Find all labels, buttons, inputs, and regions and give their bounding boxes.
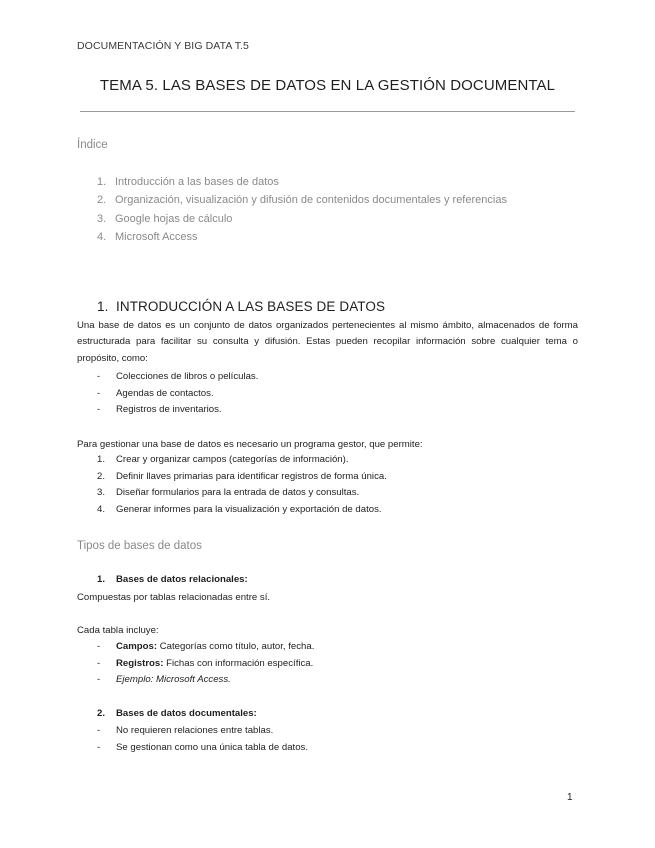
intro-paragraph: Una base de datos es un conjunto de datos organizados pertenecientes al mismo ámbito, almacenados de forma estructurada para facilitar su consulta y difusión. Estas pueden recopilar información sobre cualquier tema o propósito, como:	[77, 320, 578, 364]
toc-item[interactable]: 2. Organización, visualización y difusión de contenidos documentales y referencias	[97, 194, 507, 207]
list-item: - Ejemplo: Microsoft Access.	[97, 674, 231, 686]
toc-item-label: Microsoft Access	[115, 231, 198, 244]
examples-list	[97, 369, 258, 419]
manager-intro: Para gestionar una base de datos es necesario un programa gestor, que permite:	[77, 439, 423, 450]
list-item: - Colecciones de libros o películas.	[97, 371, 259, 382]
list-item: - Registros de inventarios.	[97, 404, 222, 416]
toc-item-label: Google hojas de cálculo	[115, 212, 233, 225]
list-item: 1. Crear y organizar campos (categorías de información).	[97, 454, 349, 465]
list-item: - Campos: Categorías como título, autor, fecha.	[97, 641, 315, 652]
list-item: - Registros: Fichas con información específica.	[97, 657, 314, 669]
index-heading: Índice	[77, 139, 108, 151]
list-item: - No requieren relaciones entre tablas.	[97, 725, 274, 736]
toc-item[interactable]: 3. Google hojas de cálculo	[97, 212, 233, 225]
toc-item-label: Introducción a las bases de datos	[115, 176, 279, 188]
table-intro: Cada tabla incluye:	[77, 625, 159, 636]
relational-heading: 1. Bases de datos relacionales:	[97, 574, 248, 585]
documental-heading: 2. Bases de datos documentales:	[97, 708, 257, 719]
title-divider	[80, 111, 575, 112]
toc-item[interactable]: 1. Introducción a las bases de datos	[97, 176, 279, 188]
list-item: - Agendas de contactos.	[97, 387, 214, 399]
documental-list	[97, 723, 308, 756]
list-item: 3. Diseñar formularios para la entrada de datos y consultas.	[97, 487, 360, 499]
toc-item-label: Organización, visualización y difusión de contenidos documentales y referencias	[115, 194, 507, 207]
list-item: 2. Definir llaves primarias para identificar registros de forma única.	[97, 470, 387, 482]
toc-item[interactable]: 4. Microsoft Access	[97, 231, 198, 244]
types-heading: Tipos de bases de datos	[77, 540, 202, 552]
table-contents-list	[97, 639, 314, 689]
list-item: - Se gestionan como una única tabla de datos.	[97, 741, 309, 753]
list-item: 4. Generar informes para la visualización y exportación de datos.	[97, 503, 382, 515]
page-title: TEMA 5. LAS BASES DE DATOS EN LA GESTIÓN DOCUMENTAL	[99, 77, 556, 94]
page-number: 1	[567, 792, 573, 803]
table-of-contents	[97, 173, 507, 247]
section-heading: 1. INTRODUCCIÓN A LAS BASES DE DATOS	[97, 299, 386, 314]
manager-list	[97, 452, 387, 518]
relational-description: Compuestas por tablas relacionadas entre sí.	[77, 592, 271, 603]
running-header: DOCUMENTACIÓN Y BIG DATA T.5	[77, 40, 249, 52]
